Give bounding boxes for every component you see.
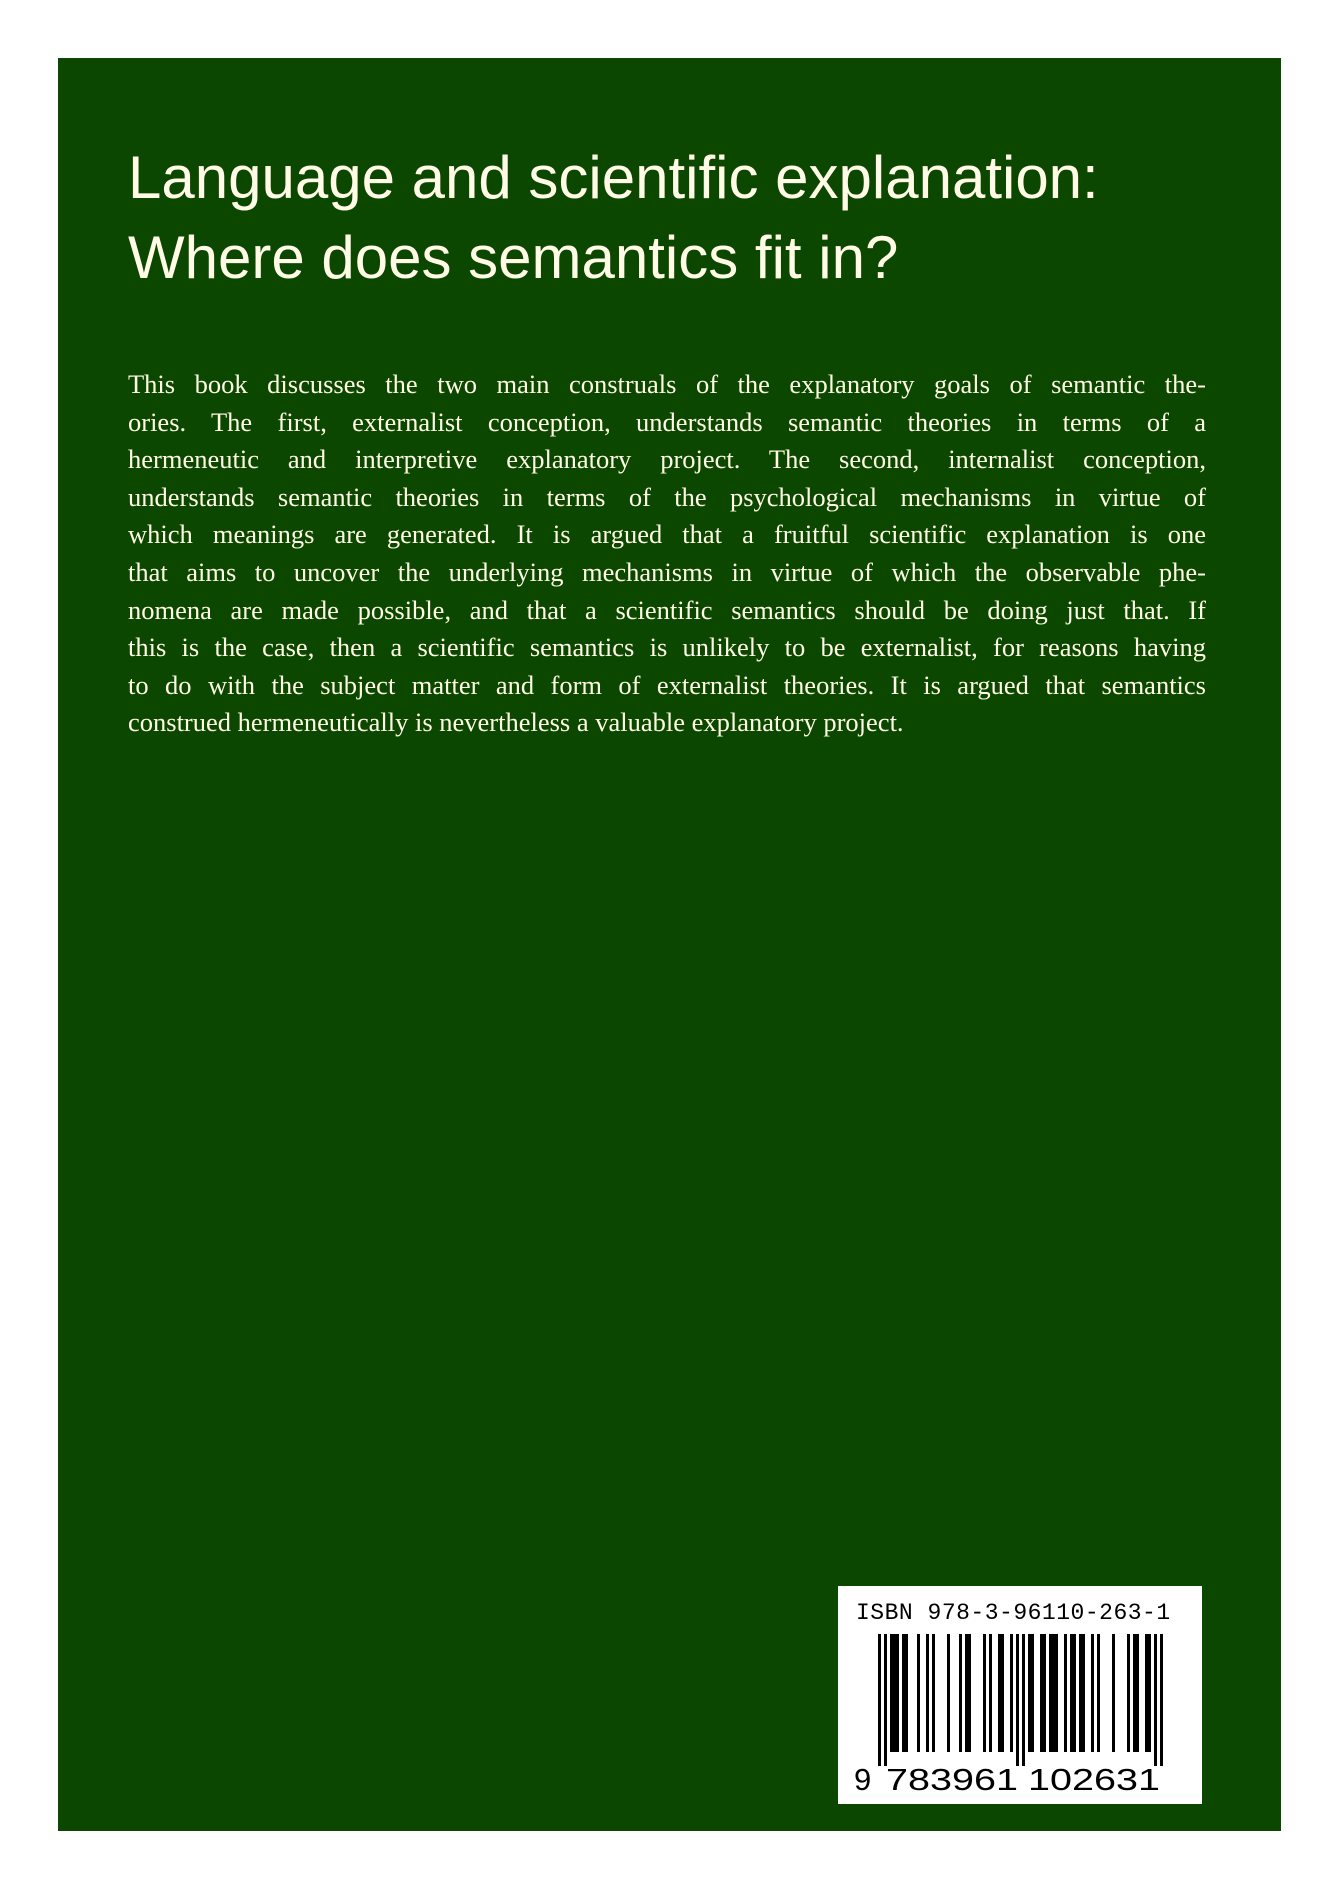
blurb-line: ories. The first, externalist conception, understands semantic theories in terms of a	[128, 406, 1206, 437]
blurb-line: this is the case, then a scientific semantics is unlikely to be externalist, for reasons having	[128, 632, 1206, 663]
barcode-icon	[852, 1634, 1182, 1796]
barcode-bar	[1160, 1634, 1163, 1766]
barcode-bar	[1145, 1634, 1148, 1752]
barcode-bar	[968, 1634, 971, 1752]
barcode-bar	[890, 1634, 893, 1752]
blurb-line: hermeneutic and interpretive explanatory project. The second, internalist conception,	[128, 444, 1206, 475]
blurb-line: to do with the subject matter and form of externalist theories. It is argued that semantics	[128, 669, 1206, 700]
barcode-bar	[1082, 1634, 1085, 1752]
barcode-bar	[1022, 1634, 1025, 1766]
barcode-bar	[989, 1634, 992, 1752]
barcode-bar	[959, 1634, 962, 1752]
ean-right-digits: 102631	[1028, 1762, 1160, 1796]
barcode-bar	[1079, 1634, 1082, 1752]
barcode-bar	[1043, 1634, 1046, 1752]
barcode-bar	[1097, 1634, 1100, 1752]
barcode-bar	[1073, 1634, 1076, 1752]
barcode-bar	[1016, 1634, 1019, 1766]
barcode-bar	[1136, 1634, 1139, 1752]
barcode-bar	[932, 1634, 935, 1752]
back-cover	[58, 58, 1281, 1831]
ean-first-digit: 9	[854, 1762, 872, 1796]
blurb-line: which meanings are generated. It is argued that a fruitful scientific explanation is one	[128, 519, 1206, 550]
blurb-line: that aims to uncover the underlying mechanisms in virtue of which the observable phe-	[128, 556, 1206, 587]
barcode-bar	[1001, 1634, 1004, 1752]
barcode-bar	[1091, 1634, 1094, 1752]
barcode-bar	[1148, 1634, 1151, 1752]
barcode-bar	[1010, 1634, 1013, 1752]
barcode-bar	[1133, 1634, 1136, 1752]
barcode-bar	[902, 1634, 905, 1752]
barcode-bar	[905, 1634, 908, 1752]
barcode-bars	[878, 1634, 1163, 1766]
barcode-bar	[893, 1634, 896, 1752]
barcode-bar	[965, 1634, 968, 1752]
barcode-bar	[1031, 1634, 1034, 1752]
barcode-bar	[926, 1634, 929, 1752]
ean-left-digits: 783961	[886, 1762, 1018, 1796]
barcode-bar	[917, 1634, 920, 1752]
barcode-bar	[1055, 1634, 1058, 1752]
barcode-bar	[1040, 1634, 1043, 1752]
barcode-bar	[1112, 1634, 1115, 1752]
barcode-bar	[896, 1634, 899, 1752]
book-title	[128, 138, 1248, 298]
barcode-bar	[1028, 1634, 1031, 1752]
isbn-barcode-box	[838, 1586, 1202, 1804]
blurb-paragraph	[128, 366, 1206, 742]
barcode-bar	[947, 1634, 950, 1752]
barcode-bar	[878, 1634, 881, 1766]
barcode-bar	[1070, 1634, 1073, 1752]
barcode-bar	[1127, 1634, 1130, 1752]
barcode-bar	[998, 1634, 1001, 1752]
barcode-bar	[1052, 1634, 1055, 1752]
title-line-1: Language and scientific explanation:	[128, 144, 1099, 211]
barcode-bar	[1154, 1634, 1157, 1766]
blurb-line: nomena are made possible, and that a scientific semantics should be doing just that. If	[128, 594, 1206, 625]
barcode-bar	[884, 1634, 887, 1766]
blurb-line: construed hermeneutically is nevertheless a valuable explanatory project.	[128, 707, 904, 738]
barcode-bar	[1064, 1634, 1067, 1752]
isbn-label: ISBN 978-3-96110-263-1	[856, 1600, 1171, 1626]
blurb-line: understands semantic theories in terms of the psychological mechanisms in virtue of	[128, 481, 1206, 512]
barcode-bar	[1049, 1634, 1052, 1752]
title-line-2: Where does semantics fit in?	[128, 224, 899, 291]
blurb-line: This book discusses the two main construals of the explanatory goals of semantic the-	[128, 369, 1206, 399]
barcode-bar	[983, 1634, 986, 1752]
